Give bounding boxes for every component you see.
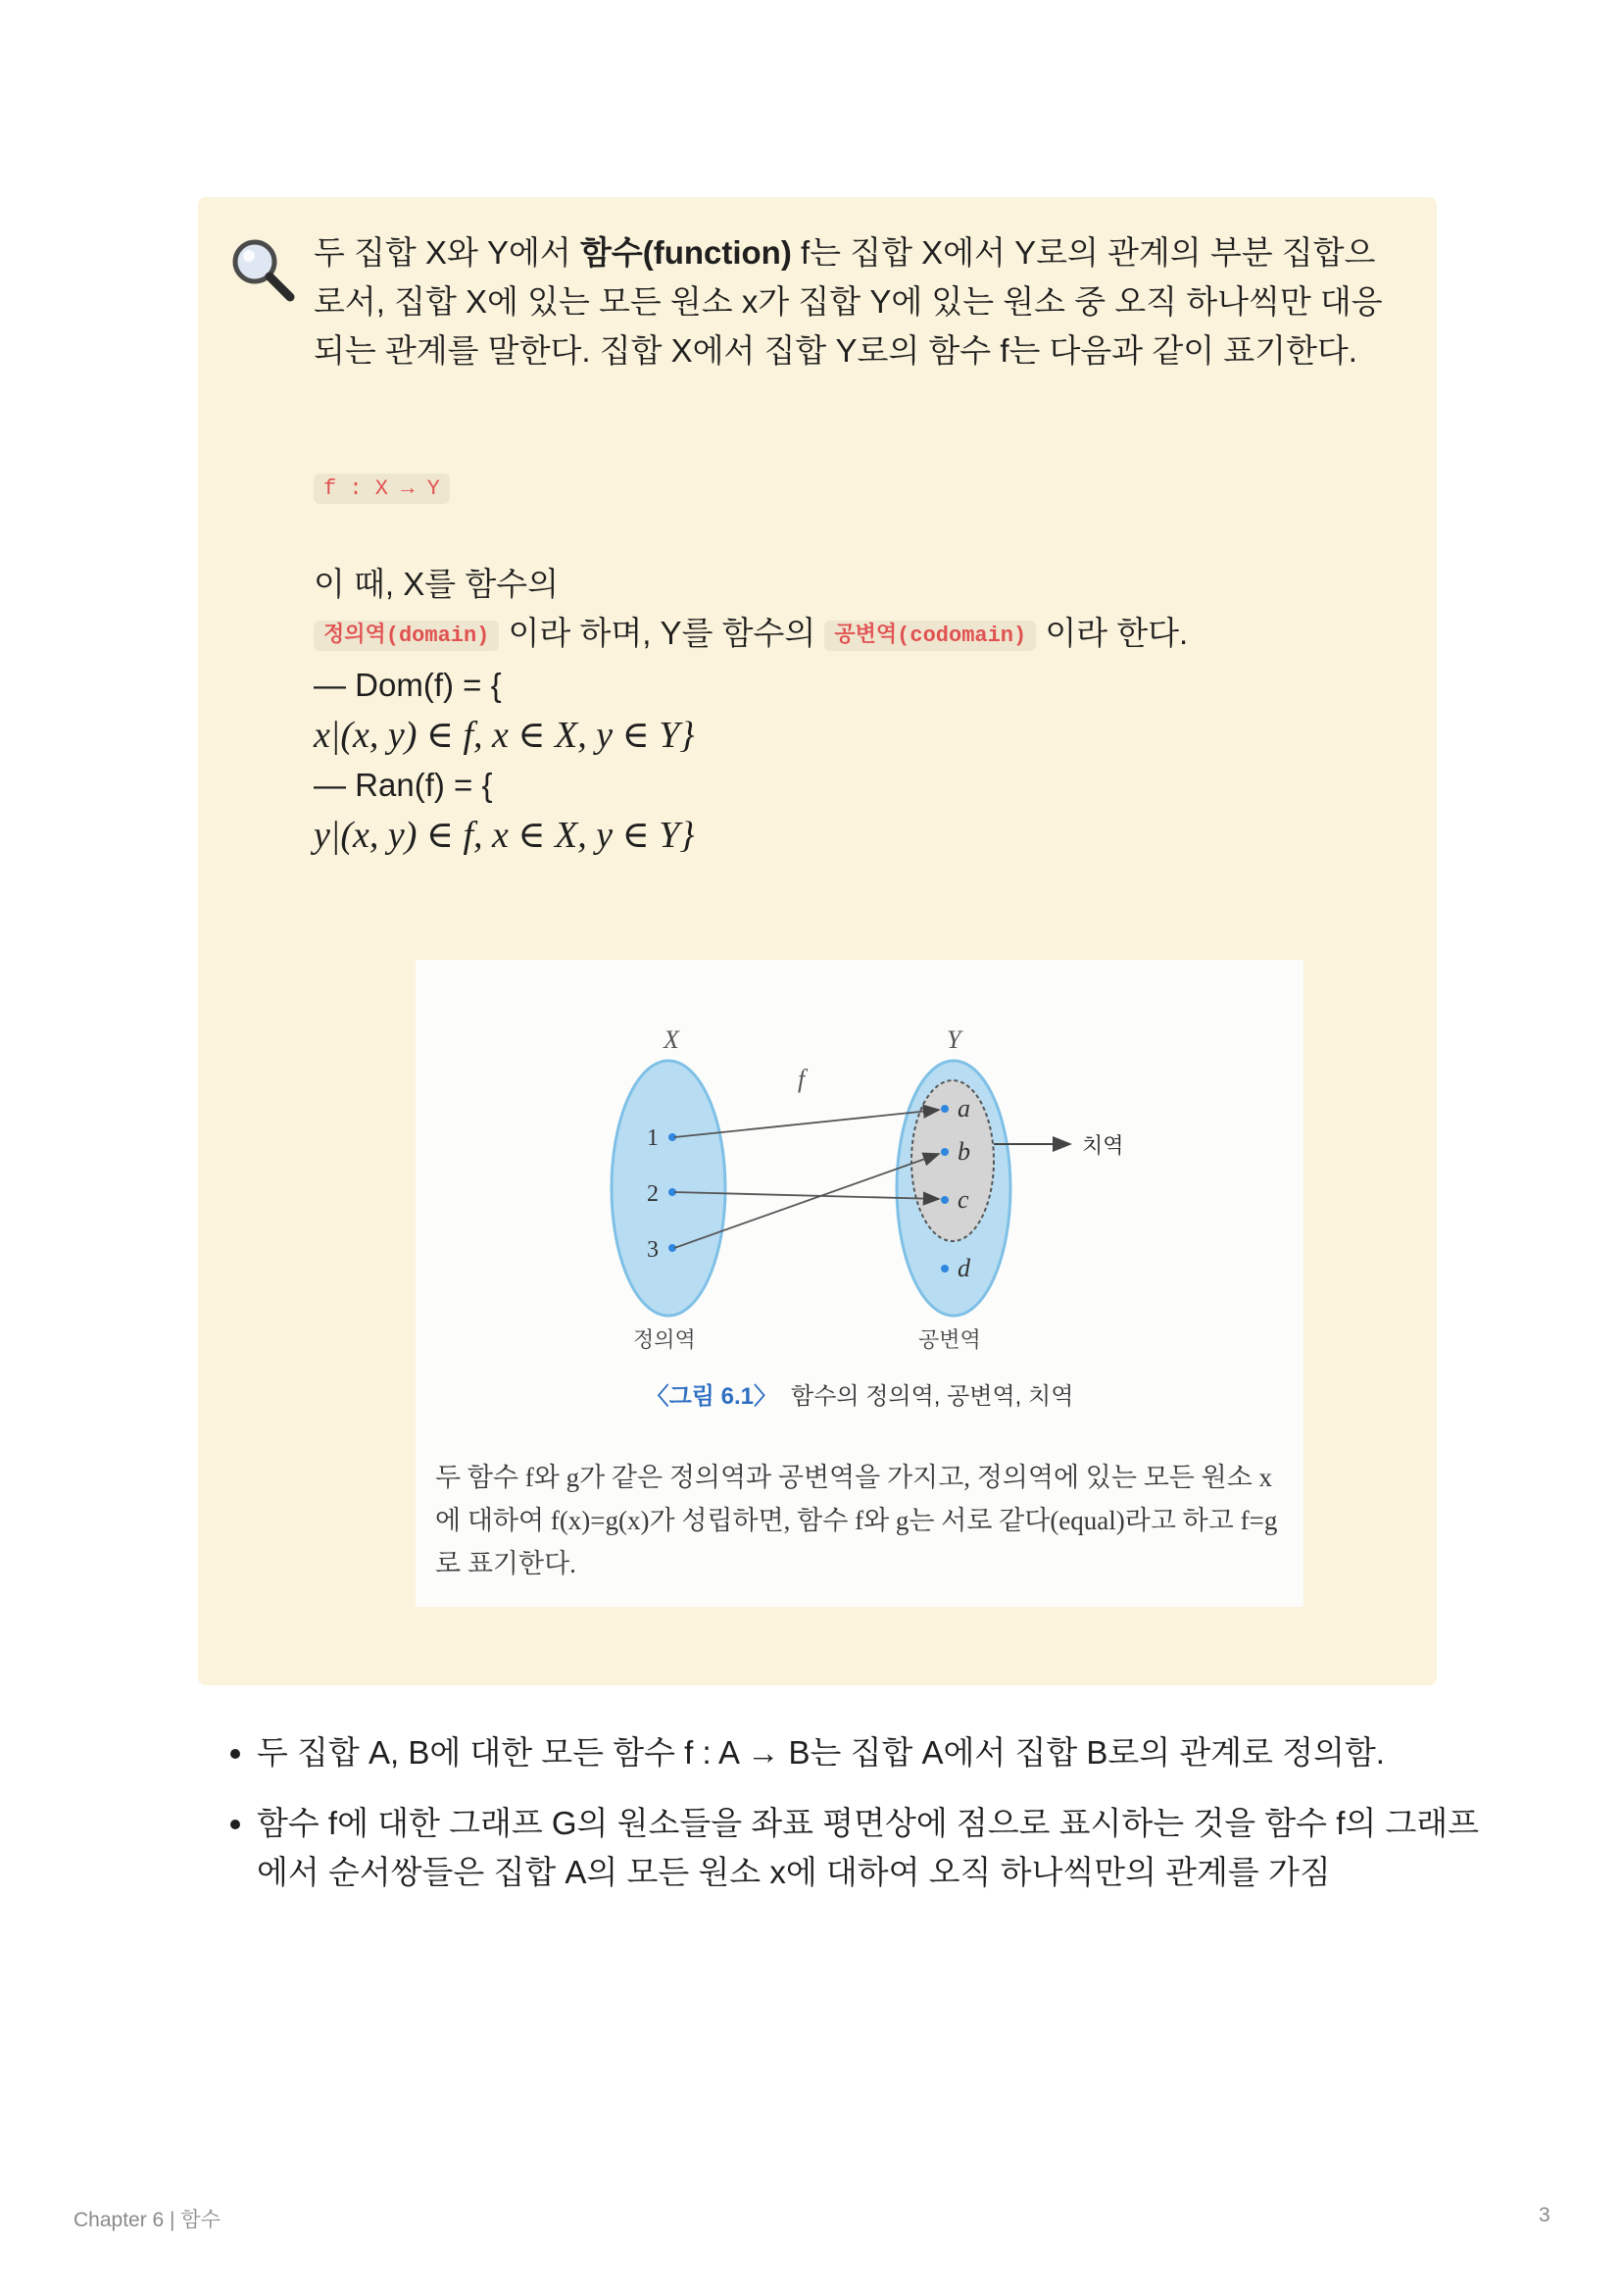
domain-element-2: 2 bbox=[647, 1181, 659, 1207]
range-label: 치역 bbox=[1082, 1134, 1124, 1159]
function-diagram bbox=[416, 960, 1303, 1372]
figure-body-text: 두 함수 f와 g가 같은 정의역과 공변역을 가지고, 정의역에 있는 모든 원소 x에 대하여 f(x)=g(x)가 성립하면, 함수 f와 g는 서로 같다(equal)라고 하고 f=g로 표기한다. bbox=[435, 1463, 1278, 1578]
figure-number: 〈그림 6.1〉 bbox=[645, 1383, 778, 1410]
domain-codomain-line bbox=[314, 609, 1402, 661]
dom-line: — Dom(f) = { bbox=[314, 667, 502, 703]
domain-label: 정의역 bbox=[633, 1328, 696, 1353]
list-item: • 두 집합 A, B에 대한 모든 함수 f : A → B는 집합 A에서 집합 B로의 관계로 정의함. bbox=[257, 1728, 1482, 1777]
dom-math: x|(x, y) ∈ f, x ∈ X, y ∈ Y} bbox=[314, 715, 695, 756]
ran-math: y|(x, y) ∈ f, x ∈ X, y ∈ Y} bbox=[314, 815, 695, 856]
codomain-element-d: d bbox=[958, 1254, 970, 1282]
set-y-label: Y bbox=[947, 1025, 961, 1054]
domain-ellipse bbox=[612, 1061, 725, 1316]
codomain-element-c: c bbox=[958, 1185, 969, 1214]
codomain-code: 공변역(codomain) bbox=[824, 621, 1036, 651]
function-notation bbox=[314, 476, 450, 502]
domain-element-1: 1 bbox=[647, 1125, 659, 1151]
codomain-label: 공변역 bbox=[918, 1328, 981, 1353]
function-term: 함수(function) bbox=[579, 234, 792, 271]
range-ellipse bbox=[911, 1080, 994, 1241]
codomain-element-b: b bbox=[958, 1137, 970, 1166]
function-notation-code: f : X → Y bbox=[314, 474, 450, 504]
page-number: 3 bbox=[1539, 2204, 1550, 2226]
callout-box bbox=[198, 197, 1437, 1685]
footer-chapter: Chapter 6 | 함수 bbox=[74, 2209, 221, 2231]
domain-element-3: 3 bbox=[647, 1237, 659, 1263]
magnifier-icon bbox=[227, 234, 298, 305]
ran-line: — Ran(f) = { bbox=[314, 767, 493, 803]
definition-paragraph bbox=[314, 228, 1402, 375]
codomain-element-a: a bbox=[958, 1094, 970, 1123]
f-label: f bbox=[798, 1065, 806, 1093]
set-x-label: X bbox=[664, 1025, 679, 1054]
domain-codomain-text bbox=[314, 560, 1402, 861]
codomain-end-text: 이라 한다. bbox=[1036, 615, 1189, 651]
definition-text-end: f는 집합 X에서 Y로의 관계의 부분 집합으로서, 집합 X에 있는 모든 원소 x가 집합 Y에 있는 원소 중 오직 하나씩만 대응되는 관계를 말한다. 집합 X에서 집합 Y로의 함수 f는 다음과 같이 표기한다. bbox=[314, 234, 1383, 369]
function-diagram-figure bbox=[416, 960, 1303, 1607]
figure-caption-text: 함수의 정의역, 공변역, 치역 bbox=[791, 1383, 1074, 1410]
definition-text-start: 두 집합 X와 Y에서 bbox=[314, 234, 580, 271]
domain-mid-text: 이라 하며, Y를 함수의 bbox=[499, 615, 825, 651]
then-line: 이 때, X를 함수의 bbox=[314, 566, 559, 602]
domain-code: 정의역(domain) bbox=[314, 621, 499, 651]
figure-caption bbox=[416, 1376, 1303, 1411]
list-item: • 함수 f에 대한 그래프 G의 원소들을 좌표 평면상에 점으로 표시하는 것을 함수 f의 그래프에서 순서쌍들은 집합 A의 모든 원소 x에 대하여 오직 하나씩만의 관계를 가짐 bbox=[257, 1799, 1482, 1897]
bullet-list bbox=[214, 1728, 1482, 1919]
